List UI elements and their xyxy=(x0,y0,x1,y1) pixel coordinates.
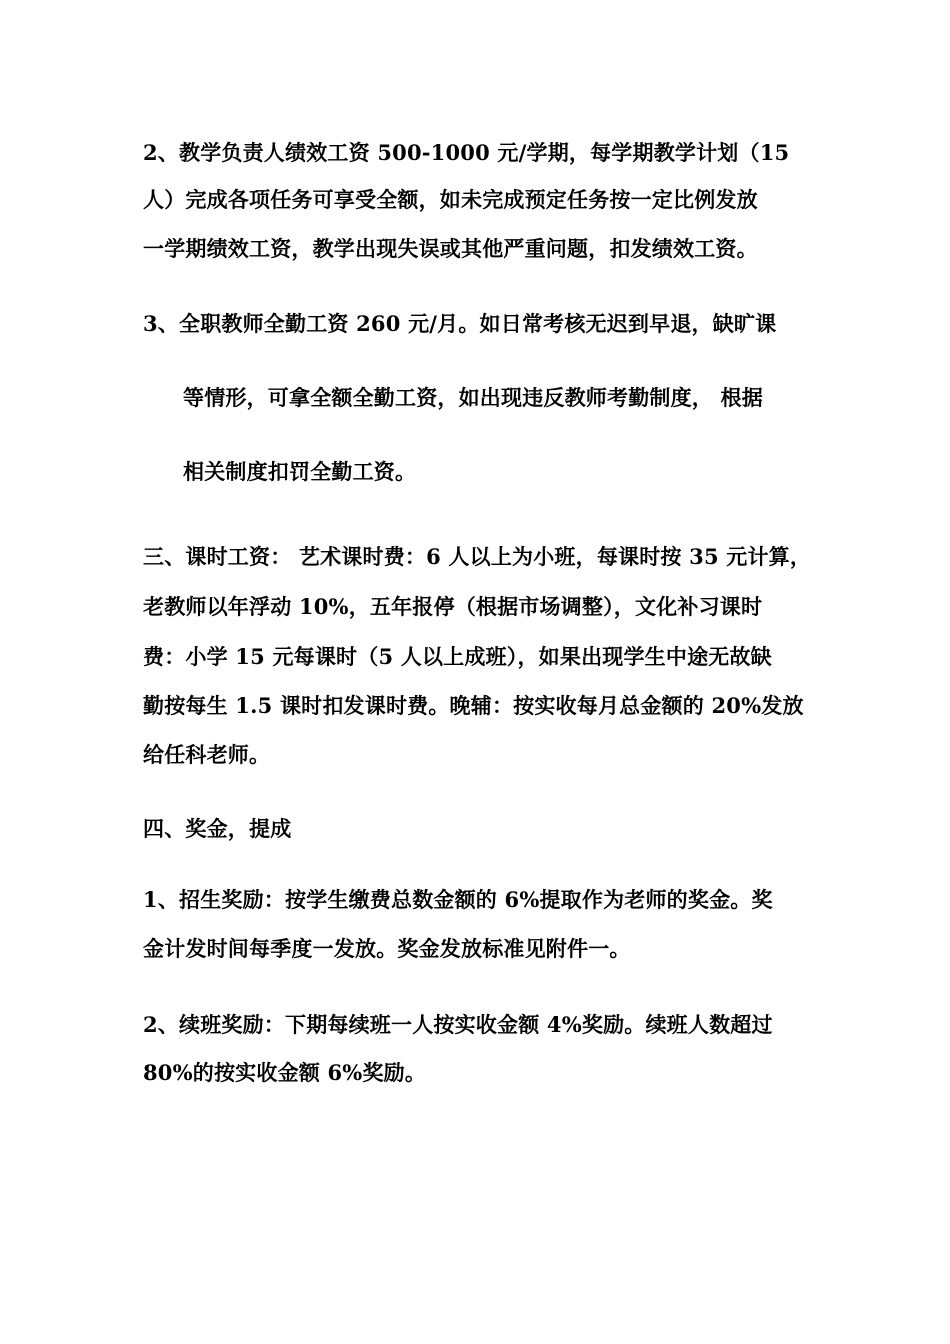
paragraph-line: 80%的按实收金额 6%奖励。 xyxy=(143,1060,427,1085)
section-heading: 四、奖金，提成 xyxy=(143,816,292,841)
paragraph-line: 金计发时间每季度一发放。奖金发放标准见附件一。 xyxy=(143,936,631,961)
paragraph-line: 1、招生奖励：按学生缴费总数金额的 6%提取作为老师的奖金。奖 xyxy=(143,887,773,912)
paragraph-line: 老教师以年浮动 10%，五年报停（根据市场调整），文化补习课时 xyxy=(143,594,763,619)
paragraph-line: 三、课时工资： 艺术课时费：6 人以上为小班，每课时按 35 元计算， xyxy=(143,544,812,569)
paragraph-line: 3、全职教师全勤工资 260 元/月。如日常考核无迟到早退，缺旷课 xyxy=(143,311,777,336)
paragraph-line: 2、教学负责人绩效工资 500-1000 元/学期，每学期教学计划（15 xyxy=(143,140,790,165)
paragraph-line: 人）完成各项任务可享受全额，如未完成预定任务按一定比例发放 xyxy=(143,187,758,212)
paragraph-line: 等情形，可拿全额全勤工资，如出现违反教师考勤制度， 根据 xyxy=(183,385,763,410)
paragraph-line: 2、续班奖励：下期每续班一人按实收金额 4%奖励。续班人数超过 xyxy=(143,1012,773,1037)
paragraph-line: 勤按每生 1.5 课时扣发课时费。晚辅：按实收每月总金额的 20%发放 xyxy=(143,693,804,718)
paragraph-line: 一学期绩效工资，教学出现失误或其他严重问题，扣发绩效工资。 xyxy=(143,236,758,261)
paragraph-line: 相关制度扣罚全勤工资。 xyxy=(183,459,417,484)
paragraph-line: 费：小学 15 元每课时（5 人以上成班），如果出现学生中途无故缺 xyxy=(143,644,772,669)
paragraph-line: 给任科老师。 xyxy=(143,742,271,767)
